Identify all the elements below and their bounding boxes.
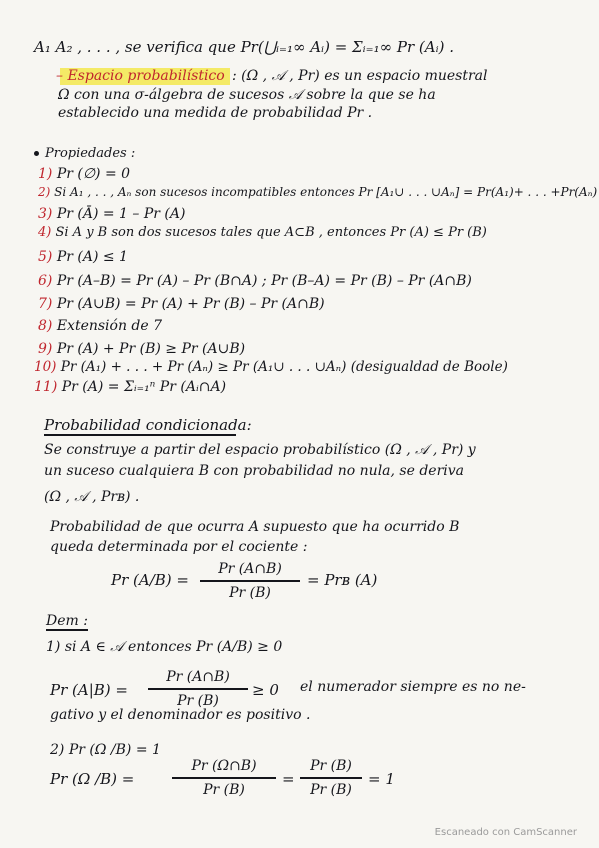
property-number: 8) bbox=[38, 318, 53, 334]
formula-lhs: Pr (A/B) = bbox=[111, 571, 189, 589]
dem1-fraction bbox=[148, 668, 248, 710]
property-2 bbox=[38, 183, 597, 201]
property-8 bbox=[38, 317, 162, 335]
property-text: Pr (A–B) = Pr (A) – Pr (B∩A) ; Pr (B–A) = Pr (B) – Pr (A∩B) bbox=[56, 273, 472, 289]
dem-label: Dem : bbox=[46, 613, 88, 629]
intro-line-4: establecido una medida de probabilidad Pr . bbox=[58, 105, 373, 121]
propiedades-heading: Propiedades : bbox=[45, 146, 136, 161]
dem1-numerator: Pr (A∩B) bbox=[166, 669, 230, 685]
property-text: Pr (∅) = 0 bbox=[56, 166, 131, 182]
formula-rhs: = Prʙ (A) bbox=[307, 571, 378, 589]
dem1-note-1: el numerador siempre es no ne- bbox=[300, 679, 526, 695]
property-7 bbox=[38, 295, 325, 313]
formula-denominator: Pr (B) bbox=[229, 584, 271, 601]
property-number: 6) bbox=[38, 273, 53, 289]
property-number: 11) bbox=[34, 379, 58, 395]
dem2-numerator-2: Pr (B) bbox=[310, 758, 352, 774]
property-number: 4) bbox=[38, 225, 52, 240]
dem2-rhs: = 1 bbox=[368, 770, 395, 788]
dem2-denominator-1: Pr (B) bbox=[203, 781, 245, 798]
fraction-bar bbox=[300, 777, 362, 779]
property-text: Pr (A∪B) = Pr (A) + Pr (B) – Pr (A∩B) bbox=[56, 296, 325, 312]
dem2-fraction-1 bbox=[172, 757, 276, 799]
dem1-denominator: Pr (B) bbox=[177, 692, 219, 709]
property-4 bbox=[38, 224, 487, 242]
fraction-bar bbox=[172, 777, 276, 779]
property-number: 7) bbox=[38, 296, 53, 312]
property-text: Si A y B son dos sucesos tales que A⊂B , entonces Pr (A) ≤ Pr (B) bbox=[55, 225, 487, 240]
property-6 bbox=[38, 272, 472, 290]
condicionada-p2: un suceso cualquiera B con probabilidad no nula, se deriva bbox=[44, 463, 465, 479]
dem1-note-2: gativo y el denominador es positivo . bbox=[50, 707, 311, 723]
dem-underline bbox=[46, 629, 88, 631]
fraction-bar bbox=[148, 688, 248, 690]
dem2-denominator-2: Pr (B) bbox=[310, 781, 352, 798]
property-number: 3) bbox=[38, 206, 53, 222]
property-3 bbox=[38, 205, 185, 223]
property-text: Si A₁ , . . , Aₙ son sucesos incompatibles entonces Pr [A₁∪ . . . ∪Aₙ] = Pr(A₁)+ . . . +Pr(Aₙ) bbox=[54, 185, 598, 199]
property-9 bbox=[38, 340, 245, 358]
condicionada-title-text: Probabilidad condicionada bbox=[44, 416, 247, 434]
property-number: 1) bbox=[38, 166, 53, 182]
condicionada-title-colon: : bbox=[246, 416, 252, 434]
property-text: Pr (A) + Pr (B) ≥ Pr (A∪B) bbox=[56, 341, 246, 357]
dem-step-2: 2) Pr (Ω /B) = 1 bbox=[50, 742, 161, 758]
intro-line-1: A₁ A₂ , . . . , se verifica que Pr(⋃ᵢ₌₁∞ Aᵢ) = Σᵢ₌₁∞ Pr (Aᵢ) . bbox=[34, 38, 454, 56]
property-text: Pr (A₁) + . . . + Pr (Aₙ) ≥ Pr (A₁∪ . . . ∪Aₙ) (desigualdad de Boole) bbox=[60, 359, 508, 375]
dem2-numerator-1: Pr (Ω∩B) bbox=[191, 758, 257, 774]
scanner-watermark: Escaneado con CamScanner bbox=[434, 827, 577, 838]
condicionada-p4: Probabilidad de que ocurra A supuesto que ha ocurrido B bbox=[50, 519, 460, 535]
property-5 bbox=[38, 248, 128, 266]
intro-line-3: Ω con una σ-álgebra de sucesos 𝒜 sobre la que se ha bbox=[58, 87, 436, 103]
espacio-term: – Espacio probabilístico bbox=[56, 68, 225, 84]
property-number: 2) bbox=[38, 185, 51, 199]
property-number: 10) bbox=[34, 359, 57, 375]
dem2-fraction-2 bbox=[300, 757, 362, 799]
dem-step-1: 1) si A ∈ 𝒜 entonces Pr (A/B) ≥ 0 bbox=[46, 639, 283, 655]
property-number: 9) bbox=[38, 341, 53, 357]
property-text: Pr (A) = Σᵢ₌₁ⁿ Pr (Aᵢ∩A) bbox=[61, 379, 227, 395]
property-text: Pr (A) ≤ 1 bbox=[56, 249, 128, 265]
property-text: Pr (Ā) = 1 – Pr (A) bbox=[56, 206, 186, 222]
espacio-definition: : (Ω , 𝒜 , Pr) es un espacio muestral bbox=[232, 68, 488, 84]
formula-numerator: Pr (A∩B) bbox=[218, 561, 282, 577]
condicionada-p3: (Ω , 𝒜 , Prʙ) . bbox=[44, 489, 140, 505]
property-text: Extensión de 7 bbox=[56, 318, 163, 334]
dem2-lhs: Pr (Ω /B) = bbox=[50, 770, 135, 788]
formula-fraction bbox=[200, 560, 300, 602]
property-1 bbox=[38, 165, 130, 183]
condicionada-title bbox=[44, 416, 252, 434]
dem2-equals: = bbox=[282, 770, 295, 788]
title-underline bbox=[44, 434, 236, 436]
dem1-rhs: ≥ 0 bbox=[252, 681, 279, 699]
condicionada-p5: queda determinada por el cociente : bbox=[50, 539, 308, 555]
property-10 bbox=[34, 358, 508, 376]
dem1-lhs: Pr (A|B) = bbox=[50, 681, 128, 699]
fraction-bar bbox=[200, 580, 300, 582]
property-number: 5) bbox=[38, 249, 53, 265]
condicionada-p1: Se construye a partir del espacio probabilístico (Ω , 𝒜 , Pr) y bbox=[44, 442, 476, 458]
bullet bbox=[34, 151, 39, 156]
property-11 bbox=[34, 378, 226, 396]
